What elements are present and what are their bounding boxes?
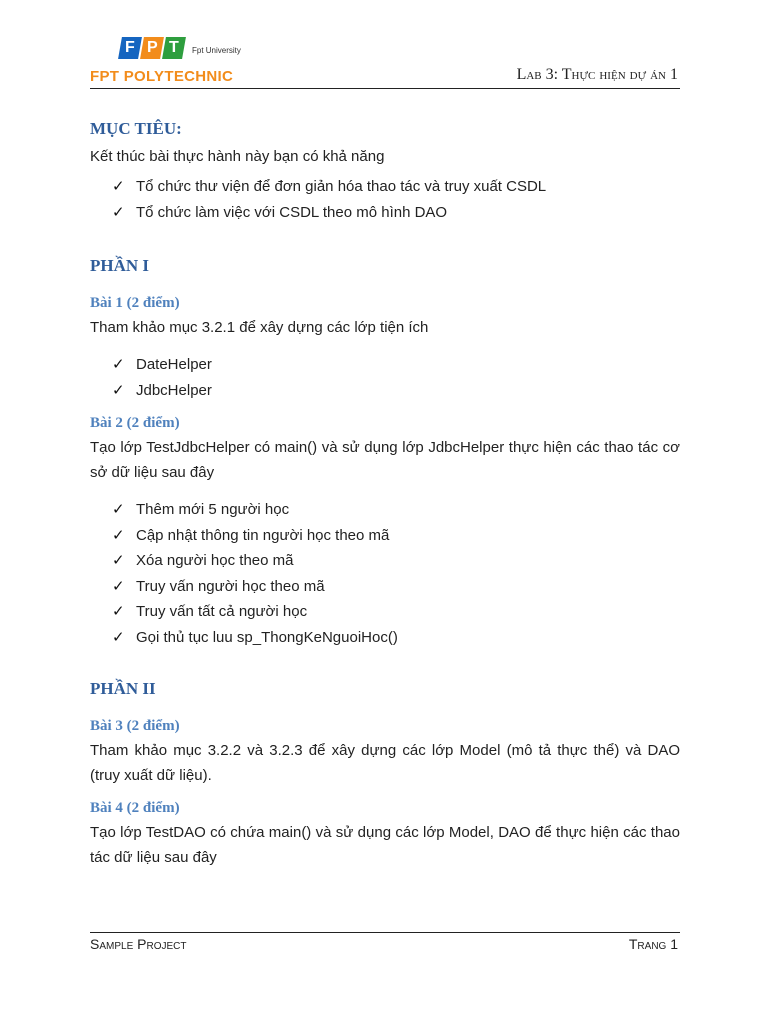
exercise4-text: Tạo lớp TestDAO có chứa main() và sử dụng các lớp Model, DAO để thực hiện các thao tác dữ liệu sau đây: [90, 824, 680, 866]
fpt-university-logo: [120, 37, 250, 63]
footer-project: Sample Project: [90, 936, 187, 952]
exercise1-text: Tham khảo mục 3.2.1 để xây dựng các lớp tiện ích: [90, 319, 429, 336]
list-item: ✓ DateHelper: [112, 352, 680, 378]
exercise3-heading: Bài 3 (2 điểm): [90, 718, 180, 734]
list-item: ✓ JdbcHelper: [112, 378, 680, 404]
check-icon: ✓: [112, 603, 125, 620]
list-item: ✓ Tổ chức làm việc với CSDL theo mô hình DAO: [112, 200, 680, 226]
header-divider: [90, 88, 680, 89]
check-icon: ✓: [112, 552, 125, 569]
part1-heading: PHẦN I: [90, 256, 150, 275]
objectives-heading: MỤC TIÊU:: [90, 119, 182, 138]
exercise2-text: Tạo lớp TestJdbcHelper có main() và sử dụng lớp JdbcHelper thực hiện các thao tác cơ sở dữ liệu sau đây: [90, 439, 680, 481]
logo-tile-t: T: [162, 37, 186, 59]
check-icon: ✓: [112, 501, 125, 518]
exercise2-list: [90, 497, 680, 650]
check-icon: ✓: [112, 628, 125, 646]
logo-tagline: Fpt University: [192, 46, 241, 55]
logo-tile-f: F: [118, 37, 142, 59]
check-icon: ✓: [112, 526, 125, 544]
objectives-intro: Kết thúc bài thực hành này bạn có khả năng: [90, 148, 385, 165]
exercise2-heading: Bài 2 (2 điểm): [90, 415, 180, 431]
list-item: ✓ Truy vấn người học theo mã: [112, 574, 680, 600]
list-item: ✓ Xóa người học theo mã: [112, 548, 680, 574]
footer-divider: [90, 932, 680, 933]
header-lab-title: Lab 3: Thực hiện dự án 1: [516, 66, 678, 83]
list-item: ✓ Tổ chức thư viện để đơn giản hóa thao tác và truy xuất CSDL: [112, 174, 680, 200]
part2-heading: PHẦN II: [90, 679, 156, 698]
logo-tile-p: P: [140, 37, 164, 59]
footer-page-number: Trang 1: [628, 936, 678, 952]
check-icon: ✓: [112, 356, 125, 373]
check-icon: ✓: [112, 178, 125, 195]
check-icon: ✓: [112, 381, 125, 399]
list-item: ✓ Gọi thủ tục luu sp_ThongKeNguoiHoc(): [112, 625, 680, 651]
exercise4-heading: Bài 4 (2 điểm): [90, 800, 180, 816]
check-icon: ✓: [112, 203, 125, 221]
check-icon: ✓: [112, 577, 125, 595]
list-item: ✓ Cập nhật thông tin người học theo mã: [112, 523, 680, 549]
document-body: [90, 118, 680, 870]
exercise1-list: [90, 352, 680, 403]
objectives-list: [90, 174, 680, 225]
header-brand: FPT POLYTECHNIC: [90, 68, 234, 85]
list-item: ✓ Truy vấn tất cả người học: [112, 599, 680, 625]
exercise3-text: Tham khảo mục 3.2.2 và 3.2.3 để xây dựng các lớp Model (mô tả thực thể) và DAO (truy xuất dữ liệu).: [90, 742, 680, 784]
exercise1-heading: Bài 1 (2 điểm): [90, 295, 180, 311]
list-item: ✓ Thêm mới 5 người học: [112, 497, 680, 523]
